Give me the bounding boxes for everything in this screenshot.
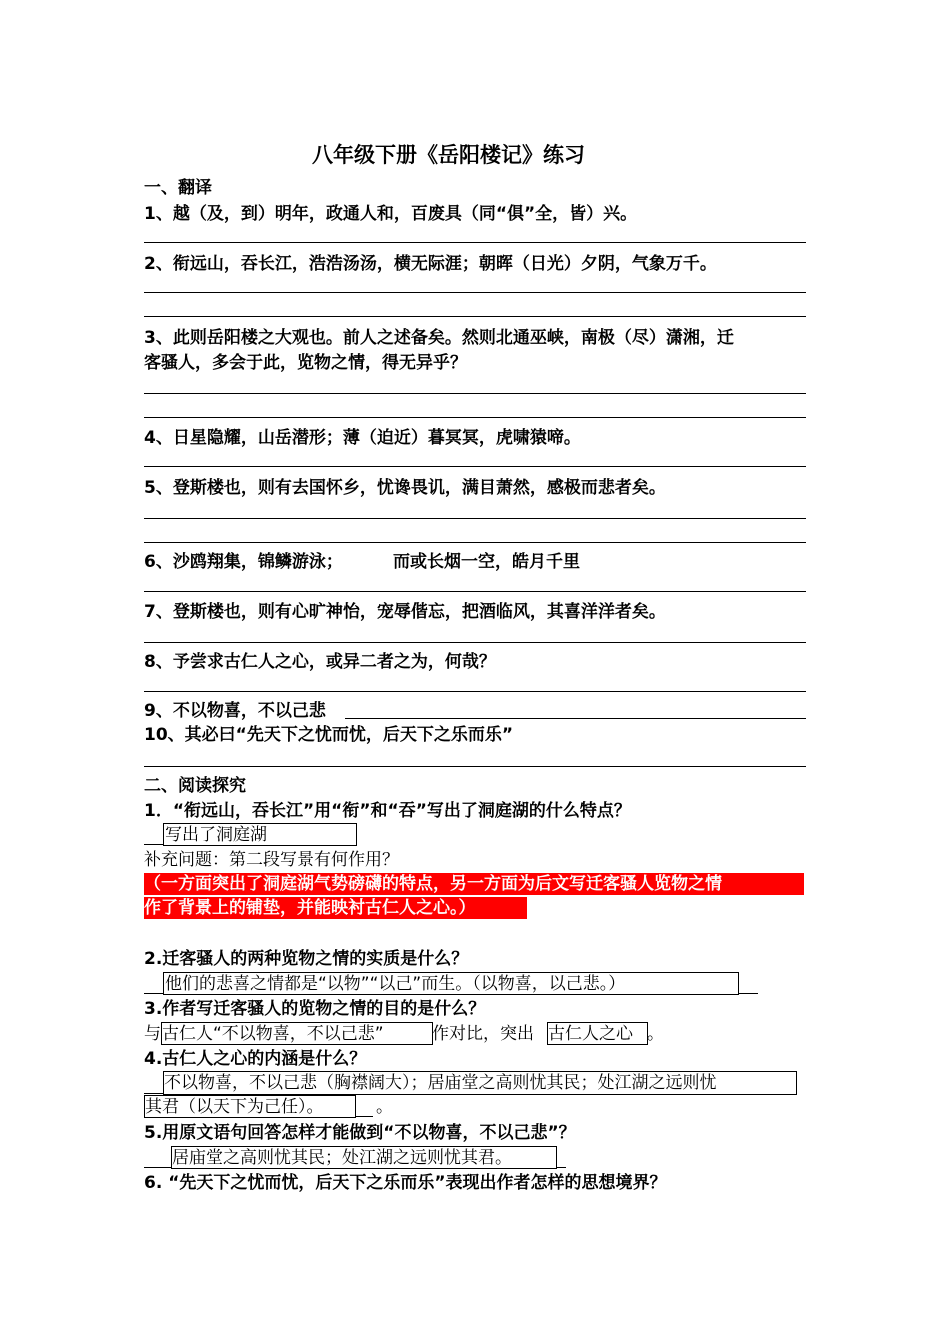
answer-4-line2: 其君（以天下为己任）。 bbox=[145, 1097, 324, 1117]
blank-underline bbox=[144, 823, 164, 845]
translation-item-2: 2、衔远山，吞长江，浩浩汤汤，横无际涯；朝晖（日光）夕阴，气象万千。 bbox=[144, 254, 717, 274]
answer-line bbox=[144, 766, 806, 767]
translation-item-6a: 6、沙鸥翔集，锦鳞游泳； bbox=[144, 552, 343, 572]
blank-underline bbox=[144, 972, 164, 994]
answer-2-text: 他们的悲喜之情都是“以物”“以己”而生。（以物喜，以己悲。） bbox=[165, 974, 626, 994]
translation-item-3-line2: 客骚人，多会于此，览物之情，得无异乎？ bbox=[144, 353, 467, 373]
translation-item-5: 5、登斯楼也，则有去国怀乡，忧谗畏讥，满目萧然，感极而悲者矣。 bbox=[144, 478, 666, 498]
question-5: 5.用原文语句回答怎样才能做到“不以物喜，不以己悲”？ bbox=[144, 1123, 576, 1143]
answer-4-line1: 不以物喜，不以己悲（胸襟阔大）；居庙堂之高则忧其民；处江湖之远则忧 bbox=[164, 1073, 717, 1093]
answer-4-end: 。 bbox=[376, 1097, 393, 1117]
blank-underline bbox=[738, 972, 758, 994]
answer-1-text: 写出了洞庭湖 bbox=[165, 825, 267, 845]
page-title: 八年级下册《岳阳楼记》练习 bbox=[312, 143, 585, 167]
answer-line bbox=[144, 591, 806, 592]
translation-item-7: 7、登斯楼也，则有心旷神怡，宠辱偕忘，把酒临风，其喜洋洋者矣。 bbox=[144, 602, 666, 622]
answer-line bbox=[144, 691, 806, 692]
supplementary-answer-line1: （一方面突出了洞庭湖气势磅礴的特点，另一方面为后文写迁客骚人览物之情 bbox=[144, 873, 804, 895]
answer-line bbox=[144, 316, 806, 317]
blank-underline bbox=[556, 1146, 566, 1168]
answer-line bbox=[144, 393, 806, 394]
question-6: 6. “先天下之忧而忧，后天下之乐而乐”表现出作者怎样的思想境界？ bbox=[144, 1173, 667, 1193]
supplementary-question: 补充问题：第二段写景有何作用？ bbox=[144, 850, 399, 870]
answer-box-3a bbox=[161, 1022, 433, 1045]
translation-item-9: 9、不以物喜，不以己悲 bbox=[144, 701, 326, 721]
answer-box-3b bbox=[547, 1022, 648, 1045]
answer-3-end: 。 bbox=[647, 1024, 664, 1044]
answer-line bbox=[144, 292, 806, 293]
section-heading-translation: 一、翻译 bbox=[144, 178, 212, 198]
answer-line bbox=[144, 242, 806, 243]
answer-3-prefix: 与 bbox=[144, 1024, 161, 1044]
blank-underline bbox=[355, 1095, 373, 1117]
blank-underline bbox=[144, 1072, 164, 1094]
question-4: 4.古仁人之心的内涵是什么？ bbox=[144, 1049, 367, 1069]
answer-5-text: 居庙堂之高则忧其民；处江湖之远则忧其君。 bbox=[172, 1148, 512, 1168]
translation-item-4: 4、日星隐耀，山岳潜形；薄（迫近）暮冥冥，虎啸猿啼。 bbox=[144, 428, 581, 448]
translation-item-3-line1: 3、此则岳阳楼之大观也。前人之述备矣。然则北通巫峡，南极（尽）潇湘，迁 bbox=[144, 328, 734, 348]
answer-line bbox=[345, 718, 806, 719]
translation-item-8: 8、予尝求古仁人之心，或异二者之为，何哉？ bbox=[144, 652, 496, 672]
answer-3a-text: 古仁人“不以物喜，不以己悲” bbox=[162, 1024, 384, 1044]
answer-box-5 bbox=[171, 1146, 557, 1169]
translation-item-10: 10、其必曰“先天下之忧而忧，后天下之乐而乐” bbox=[144, 725, 514, 745]
answer-box-1 bbox=[163, 823, 357, 846]
answer-line bbox=[144, 542, 806, 543]
answer-3b-text: 古仁人之心 bbox=[548, 1024, 633, 1044]
translation-item-6b: 而或长烟一空，皓月千里 bbox=[393, 552, 580, 572]
answer-box-2 bbox=[163, 972, 739, 995]
blank-underline bbox=[144, 1146, 172, 1168]
question-1: 1．“衔远山，吞长江”用“衔”和“吞”写出了洞庭湖的什么特点？ bbox=[144, 801, 631, 821]
section-heading-reading: 二、阅读探究 bbox=[144, 776, 246, 796]
translation-item-1: 1、越（及，到）明年，政通人和，百废具（同“俱”全，皆）兴。 bbox=[144, 204, 638, 224]
answer-box-4b bbox=[144, 1095, 356, 1118]
answer-line bbox=[144, 518, 806, 519]
answer-box-4a bbox=[163, 1071, 797, 1095]
question-2: 2.迁客骚人的两种览物之情的实质是什么？ bbox=[144, 949, 469, 969]
answer-line bbox=[144, 642, 806, 643]
answer-3-middle: 作对比，突出 bbox=[432, 1024, 534, 1044]
question-3: 3.作者写迁客骚人的览物之情的目的是什么？ bbox=[144, 999, 486, 1019]
answer-line bbox=[144, 466, 806, 467]
supplementary-answer-line2: 作了背景上的铺垫，并能映衬古仁人之心。） bbox=[144, 897, 527, 919]
answer-line bbox=[144, 417, 806, 418]
